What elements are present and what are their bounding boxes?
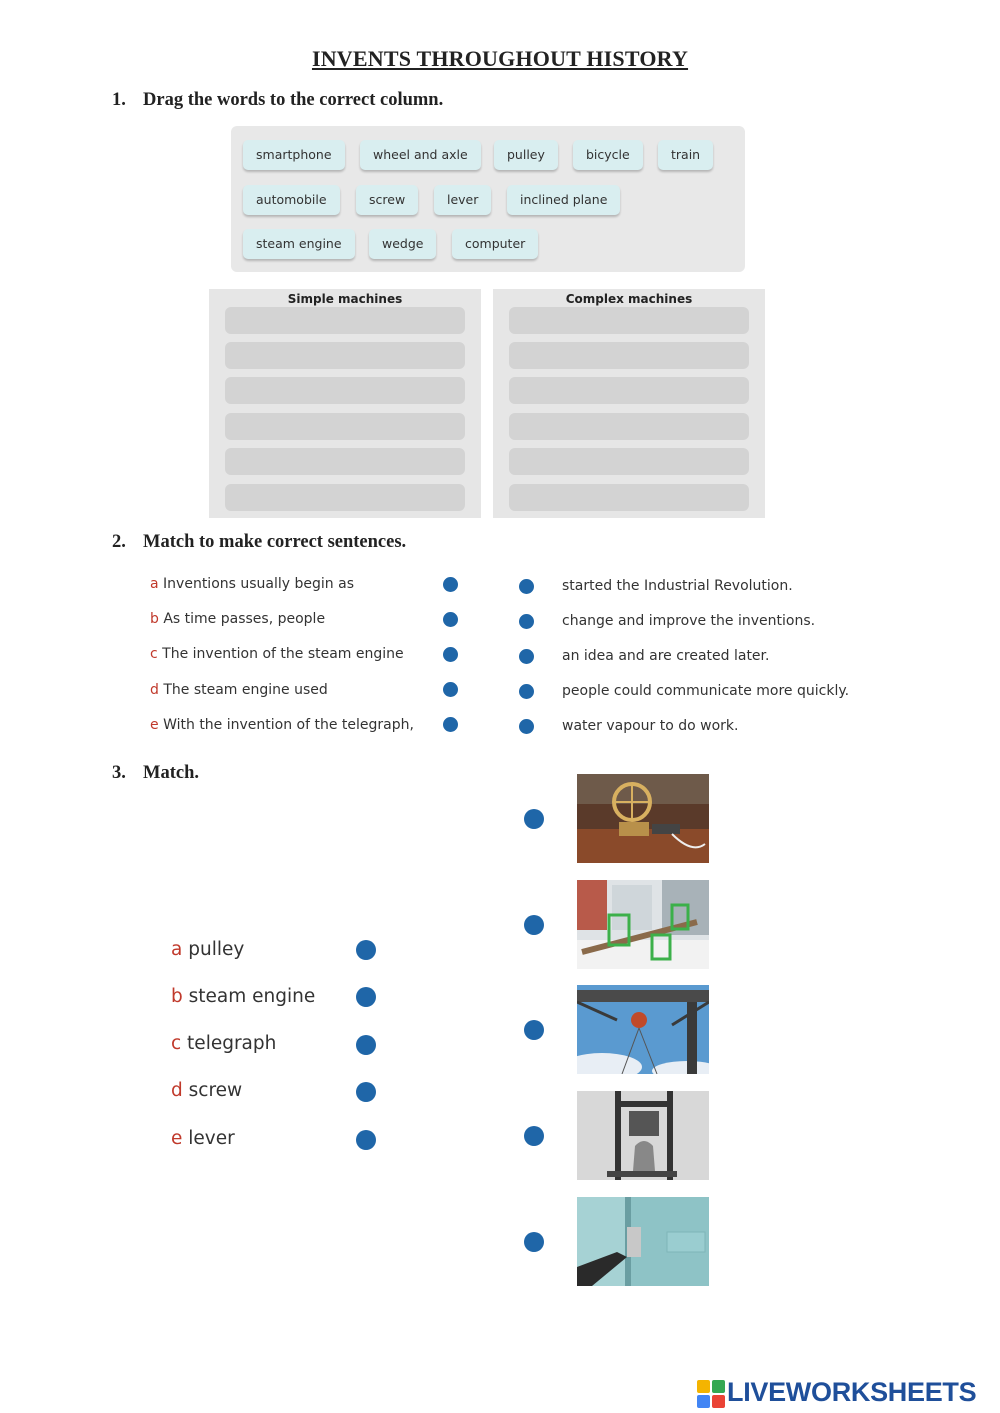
drop-slot[interactable]: [225, 342, 465, 369]
match-dot-left[interactable]: [356, 987, 376, 1007]
word-bank: [231, 126, 745, 272]
item-letter: c: [171, 1033, 182, 1054]
section-3-heading-text: Match.: [143, 763, 199, 783]
word-chip[interactable]: pulley: [494, 140, 558, 170]
word-chip[interactable]: screw: [356, 185, 418, 215]
word-chip[interactable]: wheel and axle: [360, 140, 481, 170]
match-word: [171, 1128, 235, 1149]
item-text: The invention of the steam engine: [157, 646, 404, 662]
section-1-heading: [112, 90, 443, 111]
liveworksheets-logo-icon: [697, 1380, 725, 1408]
sentence-start: [150, 646, 404, 662]
item-text: screw: [182, 1080, 243, 1101]
match-dot-left[interactable]: [443, 612, 458, 627]
sentence-start: [150, 611, 325, 627]
match-dot-left[interactable]: [356, 940, 376, 960]
word-chip[interactable]: inclined plane: [507, 185, 620, 215]
section-1-heading-text: Drag the words to the correct column.: [143, 90, 444, 110]
screw-image: [577, 1197, 709, 1286]
item-text: As time passes, people: [158, 611, 326, 627]
item-letter: e: [150, 717, 159, 733]
item-text: With the invention of the telegraph,: [158, 717, 414, 733]
item-letter: d: [171, 1080, 183, 1101]
sentence-end: started the Industrial Revolution.: [562, 578, 793, 594]
section-2-heading: [112, 532, 406, 553]
match-dot-right[interactable]: [519, 614, 534, 629]
match-dot-left[interactable]: [356, 1035, 376, 1055]
item-letter: b: [171, 986, 183, 1007]
match-dot-left[interactable]: [356, 1082, 376, 1102]
match-word: [171, 1033, 276, 1054]
telegraph-image: [577, 774, 709, 863]
word-chip[interactable]: automobile: [243, 185, 340, 215]
match-dot-left[interactable]: [443, 577, 458, 592]
word-chip[interactable]: computer: [452, 229, 538, 259]
sentence-end: an idea and are created later.: [562, 648, 770, 664]
match-dot-right[interactable]: [519, 684, 534, 699]
word-chip[interactable]: steam engine: [243, 229, 355, 259]
crane-pulley-image: [577, 985, 709, 1074]
drop-slot[interactable]: [509, 342, 749, 369]
word-chip[interactable]: smartphone: [243, 140, 345, 170]
drop-slot[interactable]: [225, 484, 465, 511]
sentence-start: [150, 682, 328, 698]
drop-slot[interactable]: [509, 413, 749, 440]
item-text: Inventions usually begin as: [158, 576, 354, 592]
drop-slot[interactable]: [225, 413, 465, 440]
item-text: steam engine: [182, 986, 316, 1007]
sentence-start: [150, 576, 354, 592]
item-text: The steam engine used: [158, 682, 328, 698]
match-dot-right[interactable]: [524, 915, 544, 935]
sentence-end: water vapour to do work.: [562, 718, 739, 734]
match-dot-right[interactable]: [524, 1232, 544, 1252]
match-dot-right[interactable]: [524, 809, 544, 829]
sentence-end: change and improve the inventions.: [562, 613, 816, 629]
item-text: pulley: [182, 939, 245, 960]
item-letter: b: [150, 611, 159, 627]
drop-slot[interactable]: [509, 377, 749, 404]
item-letter: d: [150, 682, 159, 698]
item-text: telegraph: [181, 1033, 277, 1054]
match-dot-right[interactable]: [519, 579, 534, 594]
item-text: lever: [182, 1128, 235, 1149]
word-chip[interactable]: bicycle: [573, 140, 643, 170]
match-word: [171, 986, 315, 1007]
section-2-number: 2.: [112, 532, 126, 552]
item-letter: a: [150, 576, 159, 592]
section-3-number: 3.: [112, 763, 126, 783]
match-dot-left[interactable]: [443, 717, 458, 732]
page-title: INVENTS THROUGHOUT HISTORY: [311, 46, 689, 71]
seesaw-image: [577, 880, 709, 969]
column-header: Complex machines: [565, 292, 693, 306]
section-1-number: 1.: [112, 90, 126, 110]
liveworksheets-logo: [697, 1379, 997, 1409]
footer-brand: LIVEWORKSHEETS: [727, 1377, 977, 1407]
sentence-end: people could communicate more quickly.: [562, 683, 850, 699]
section-2-heading-text: Match to make correct sentences.: [143, 532, 407, 552]
match-dot-right[interactable]: [524, 1020, 544, 1040]
item-letter: e: [171, 1128, 183, 1149]
simple-machines-column[interactable]: [209, 289, 481, 518]
match-dot-right[interactable]: [519, 649, 534, 664]
match-dot-right[interactable]: [524, 1126, 544, 1146]
match-word: [171, 939, 244, 960]
item-letter: a: [171, 939, 183, 960]
match-word: [171, 1080, 242, 1101]
drop-slot[interactable]: [509, 484, 749, 511]
word-chip[interactable]: wedge: [369, 229, 436, 259]
drop-slot[interactable]: [225, 307, 465, 334]
drop-slot[interactable]: [509, 307, 749, 334]
match-dot-left[interactable]: [356, 1130, 376, 1150]
section-3-heading: [112, 763, 199, 784]
drop-slot[interactable]: [509, 448, 749, 475]
match-dot-left[interactable]: [443, 682, 458, 697]
column-header: Simple machines: [287, 292, 403, 306]
drop-slot[interactable]: [225, 377, 465, 404]
complex-machines-column[interactable]: [493, 289, 765, 518]
match-dot-right[interactable]: [519, 719, 534, 734]
sentence-start: [150, 717, 414, 733]
match-dot-left[interactable]: [443, 647, 458, 662]
word-chip[interactable]: lever: [434, 185, 491, 215]
word-chip[interactable]: train: [658, 140, 713, 170]
drop-slot[interactable]: [225, 448, 465, 475]
steam-engine-image: [577, 1091, 709, 1180]
item-letter: c: [150, 646, 158, 662]
